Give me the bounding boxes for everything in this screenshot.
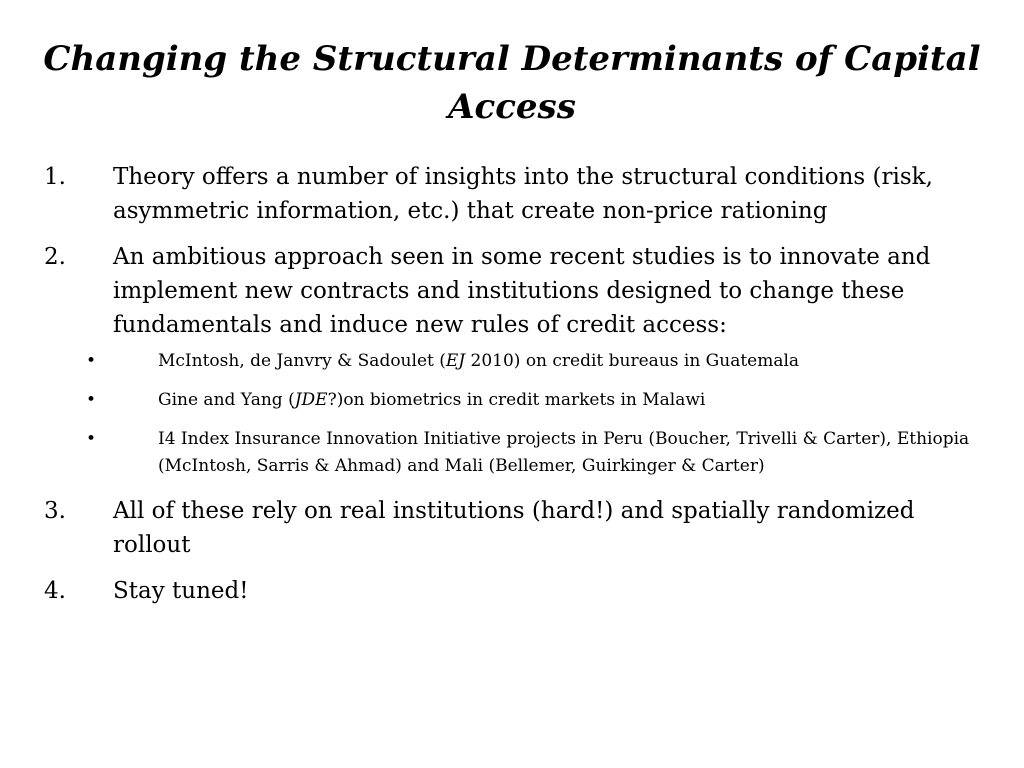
numbered-item-2 xyxy=(0,240,1024,342)
bullet-text: I4 Index Insurance Innovation Initiative projects in Peru (Boucher, Trivelli & Carter), Ethiopia (McIntosh, Sarris & Ahmad) and Mali (Bellemer, Guirkinger & Carter) xyxy=(158,429,970,476)
item-number: 3. xyxy=(44,498,66,524)
bullet-text-part: ?)on biometrics in credit markets in Malawi xyxy=(327,390,706,410)
numbered-item-3 xyxy=(0,494,1024,562)
item-number: 2. xyxy=(44,244,66,270)
item-text: Stay tuned! xyxy=(113,578,249,604)
bullet-icon: • xyxy=(86,351,97,371)
item-text: Theory offers a number of insights into the structural conditions (risk, asymmetric information, etc.) that create non-price rationing xyxy=(113,164,933,224)
slide-content xyxy=(0,160,1024,620)
journal-name: JDE xyxy=(294,390,328,410)
sub-bullet-1 xyxy=(0,348,1024,375)
slide-title: Changing the Structural Determinants of Capital Access xyxy=(43,39,981,127)
journal-name: EJ xyxy=(445,351,466,371)
sub-bullet-3 xyxy=(0,426,1024,480)
numbered-item-4 xyxy=(0,574,1024,608)
item-number: 4. xyxy=(44,578,66,604)
bullet-text-part: McIntosh, de Janvry & Sadoulet ( xyxy=(158,351,446,371)
item-text: An ambitious approach seen in some recent studies is to innovate and implement new contracts and institutions designed to change these fundamentals and induce new rules of credit access: xyxy=(113,244,931,338)
bullet-icon: • xyxy=(86,390,97,410)
item-number: 1. xyxy=(44,164,66,190)
bullet-icon: • xyxy=(86,429,97,449)
numbered-item-1 xyxy=(0,160,1024,228)
sub-bullet-2 xyxy=(0,387,1024,414)
bullet-text-part: Gine and Yang ( xyxy=(158,390,295,410)
item-text: All of these rely on real institutions (hard!) and spatially randomized rollout xyxy=(113,498,915,558)
sub-bullet-list xyxy=(0,348,1024,480)
bullet-text-part: 2010) on credit bureaus in Guatemala xyxy=(465,351,800,371)
